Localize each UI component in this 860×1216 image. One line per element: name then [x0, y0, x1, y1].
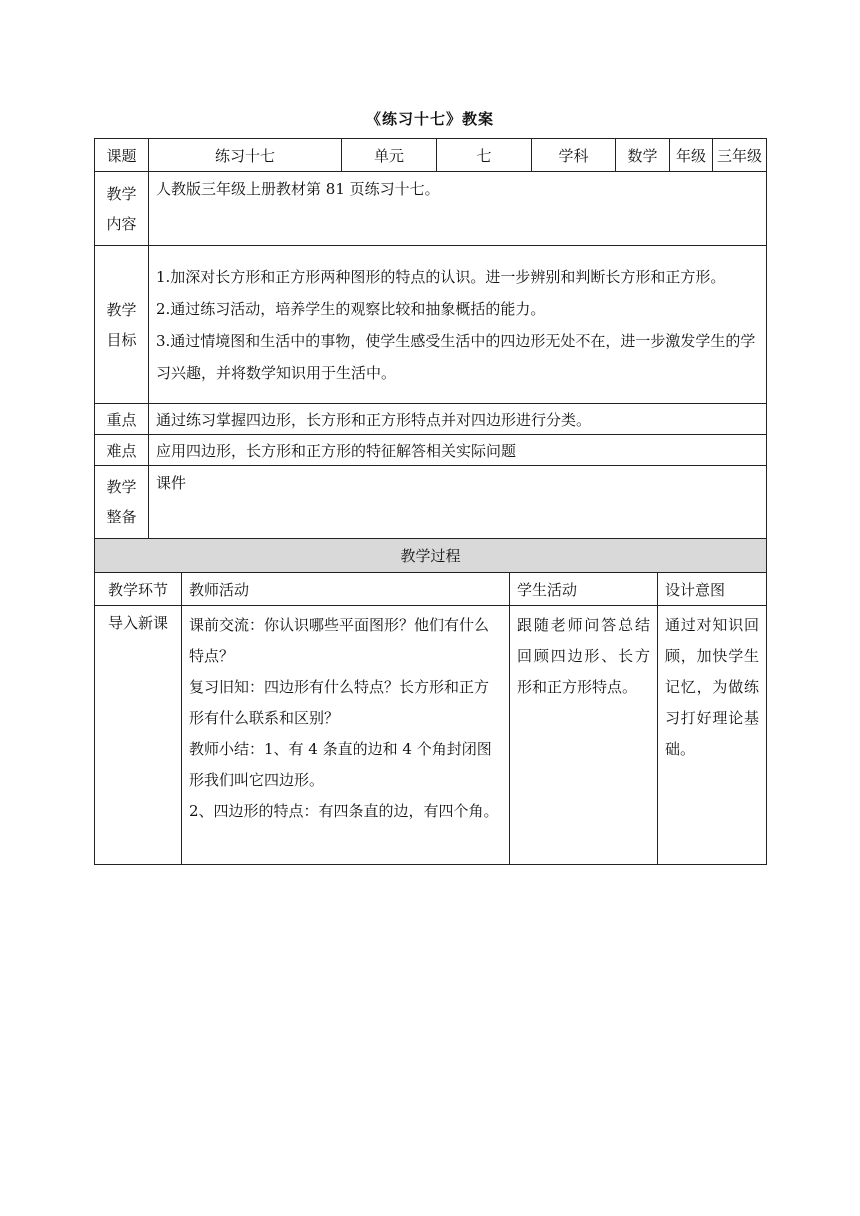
info-row-key [95, 404, 767, 435]
process-header: 教学过程 [95, 539, 767, 573]
info-row-topic [95, 139, 767, 172]
column-design: 设计意图 [658, 573, 767, 606]
grade-label: 年级 [670, 139, 713, 172]
student-activity: 跟随老师问答总结回顾四边形、长方形和正方形特点。 [510, 606, 658, 865]
column-stage: 教学环节 [95, 573, 182, 606]
process-header-row [95, 539, 767, 573]
info-table [94, 138, 767, 539]
difficulty-value: 应用四边形，长方形和正方形的特征解答相关实际问题 [149, 435, 767, 466]
info-row-content [95, 172, 767, 246]
info-row-difficulty [95, 435, 767, 466]
key-value: 通过练习掌握四边形，长方形和正方形特点并对四边形进行分类。 [149, 404, 767, 435]
info-row-goals [95, 246, 767, 404]
goal-item: 1.加深对长方形和正方形两种图形的特点的认识。进一步辨别和判断长方形和正方形。 [156, 267, 726, 286]
column-teacher: 教师活动 [182, 573, 510, 606]
column-student: 学生活动 [510, 573, 658, 606]
content-value: 人教版三年级上册教材第 81 页练习十七。 [149, 172, 767, 246]
grade-value: 三年级 [713, 139, 767, 172]
subject-label: 学科 [532, 139, 616, 172]
process-columns-row [95, 573, 767, 606]
subject-value: 数学 [616, 139, 670, 172]
prep-value: 课件 [149, 466, 767, 539]
document-title: 《练习十七》教案 [365, 110, 494, 128]
topic-label: 课题 [95, 139, 149, 172]
prep-label: 教学 整备 [95, 466, 149, 539]
goals-label: 教学 目标 [95, 246, 149, 404]
topic-value: 练习十七 [149, 139, 342, 172]
teacher-activity: 课前交流：你认识哪些平面图形？他们有什么特点？ 复习旧知：四边形有什么特点？长方形和正方形有什么联系和区别？ 教师小结：1、有 4 条直的边和 4 个角封闭图形我们叫它四边形。 2、四边形的特点：有四条直的边，有四个角。 [182, 606, 510, 865]
info-row-prep [95, 466, 767, 539]
process-table [94, 538, 767, 865]
goal-item: 3.通过情境图和生活中的事物，使学生感受生活中的四边形无处不在，进一步激发学生的学习兴趣，并将数学知识用于生活中。 [156, 331, 756, 382]
goals-list [149, 246, 767, 404]
key-label: 重点 [95, 404, 149, 435]
difficulty-label: 难点 [95, 435, 149, 466]
goal-item: 2.通过练习活动，培养学生的观察比较和抽象概括的能力。 [156, 299, 546, 318]
unit-value: 七 [437, 139, 532, 172]
stage-cell: 导入新课 [95, 606, 182, 865]
content-label: 教学 内容 [95, 172, 149, 246]
design-intent: 通过对知识回顾，加快学生记忆，为做练习打好理论基础。 [658, 606, 767, 865]
process-row [95, 606, 767, 865]
unit-label: 单元 [342, 139, 437, 172]
